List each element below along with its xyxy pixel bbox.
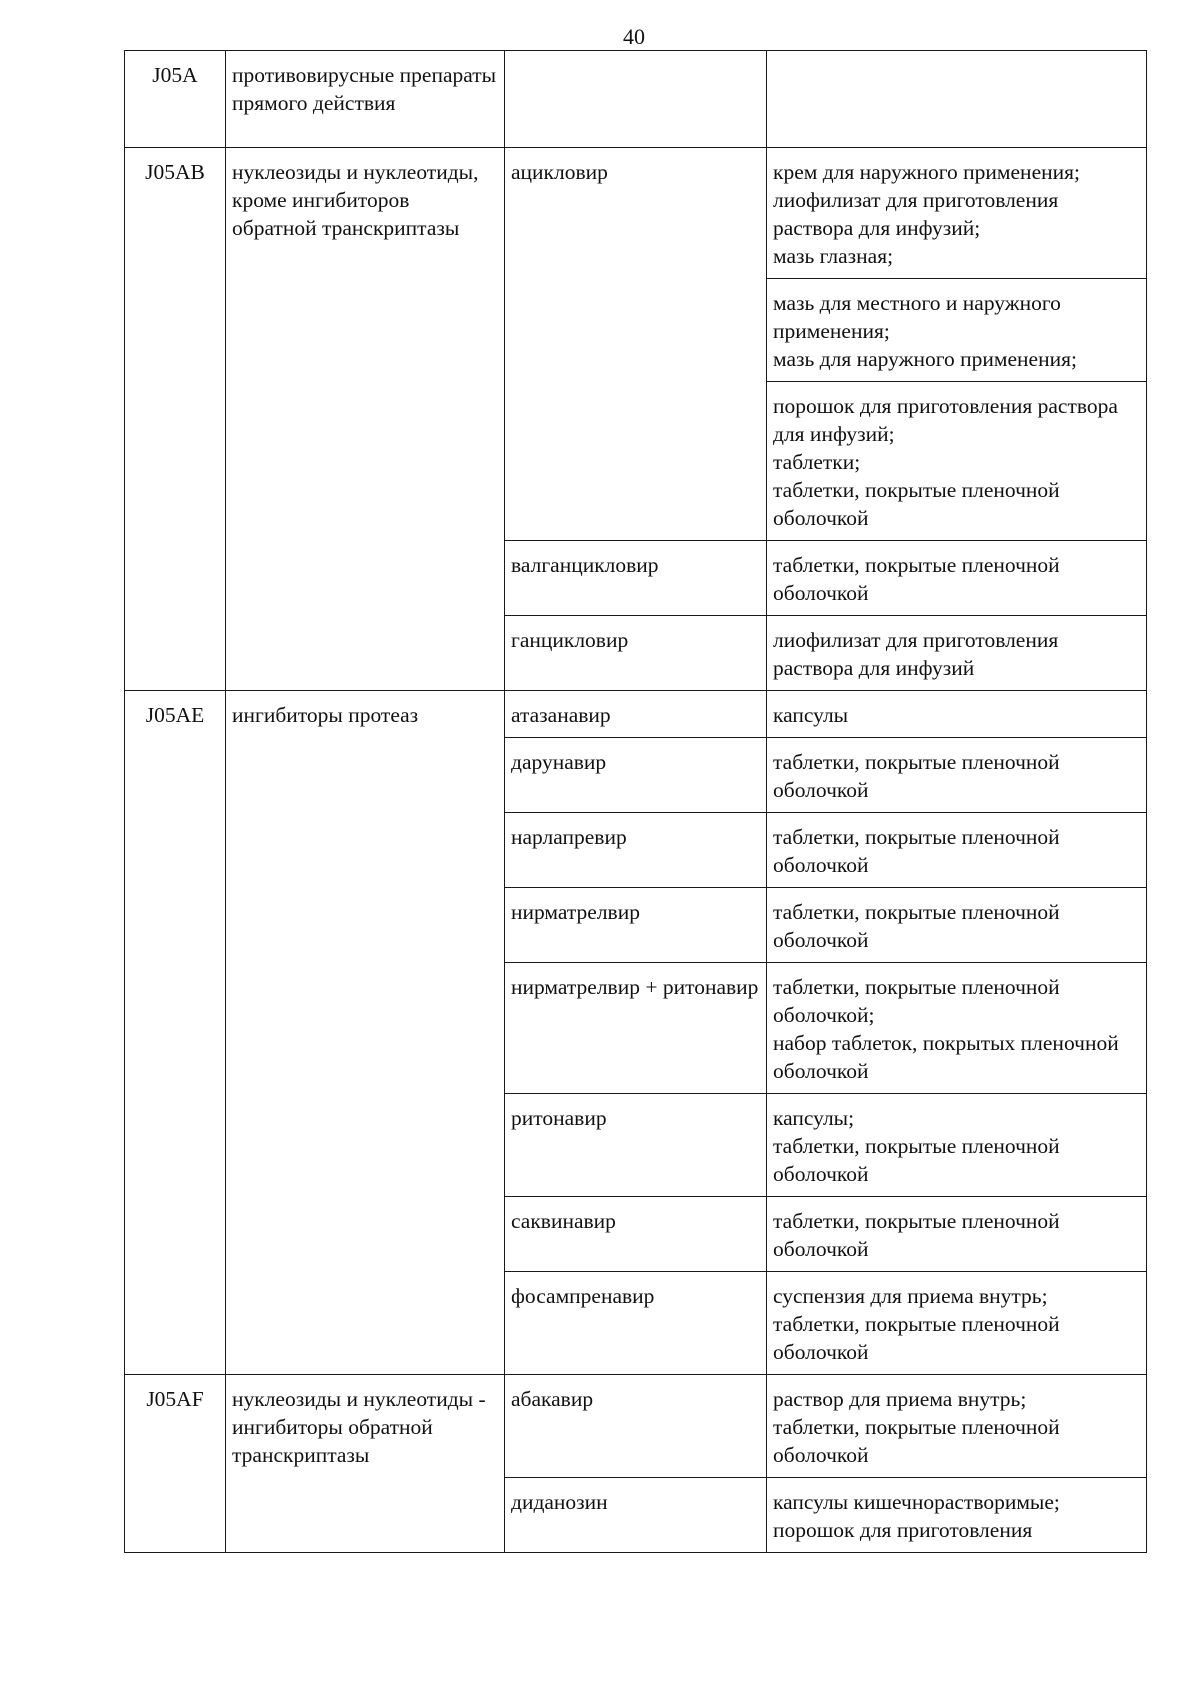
drug-name-cell (505, 51, 767, 148)
dosage-form-line: таблетки, покрытые пленочной оболочкой (773, 900, 1060, 952)
drug-table (124, 50, 1147, 1553)
dosage-form-line: таблетки, покрытые пленочной оболочкой (773, 825, 1060, 877)
dosage-form-line: суспензия для приема внутрь; (773, 1284, 1048, 1308)
dosage-form-line: капсулы (773, 703, 849, 727)
dosage-form-cell (767, 616, 1147, 691)
drug-name-cell: нирматрелвир + ритонавир (505, 963, 767, 1094)
dosage-form-line: капсулы; (773, 1106, 855, 1130)
table-row (125, 148, 1147, 279)
dosage-form-line: таблетки, покрытые пленочной оболочкой (773, 553, 1060, 605)
drug-name-cell: валганцикловир (505, 541, 767, 616)
group-name-cell: нуклеозиды и нуклеотиды, кроме ингибиторов обратной транскриптазы (226, 148, 505, 691)
table-row (125, 691, 1147, 738)
atc-code-cell: J05AF (125, 1375, 226, 1553)
dosage-form-line: таблетки, покрытые пленочной оболочкой (773, 1134, 1060, 1186)
drug-name-cell: ганцикловир (505, 616, 767, 691)
dosage-form-line: порошок для приготовления раствора для инфузий; (773, 394, 1118, 446)
dosage-form-cell (767, 963, 1147, 1094)
drug-name-cell: дарунавир (505, 738, 767, 813)
drug-name-cell: ацикловир (505, 148, 767, 541)
dosage-form-line: лиофилизат для приготовления раствора для инфузий; (773, 188, 1059, 240)
drug-name-cell: ритонавир (505, 1094, 767, 1197)
drug-name-cell: нирматрелвир (505, 888, 767, 963)
dosage-form-cell (767, 279, 1147, 382)
dosage-form-cell (767, 691, 1147, 738)
dosage-form-line: таблетки, покрытые пленочной оболочкой (773, 1312, 1060, 1364)
dosage-form-line: набор таблеток, покрытых пленочной оболочкой (773, 1031, 1119, 1083)
dosage-form-cell (767, 813, 1147, 888)
dosage-form-line: порошок для приготовления (773, 1518, 1033, 1542)
dosage-form-line: таблетки, покрытые пленочной оболочкой (773, 1209, 1060, 1261)
group-name-cell: противовирусные препараты прямого действия (226, 51, 505, 148)
group-name-cell: ингибиторы протеаз (226, 691, 505, 1375)
dosage-form-line: мазь для наружного применения; (773, 347, 1077, 371)
dosage-form-cell (767, 1197, 1147, 1272)
dosage-form-cell (767, 1272, 1147, 1375)
dosage-form-cell (767, 51, 1147, 148)
dosage-form-line: лиофилизат для приготовления раствора для инфузий (773, 628, 1059, 680)
dosage-form-cell (767, 1478, 1147, 1553)
drug-table-body (125, 51, 1147, 1553)
atc-code-cell: J05AE (125, 691, 226, 1375)
group-name-cell: нуклеозиды и нуклеотиды - ингибиторы обратной транскриптазы (226, 1375, 505, 1553)
dosage-form-line: крем для наружного применения; (773, 160, 1080, 184)
dosage-form-line: таблетки, покрытые пленочной оболочкой; (773, 975, 1060, 1027)
table-row (125, 51, 1147, 148)
dosage-form-line: таблетки, покрытые пленочной оболочкой (773, 750, 1060, 802)
dosage-form-cell (767, 1094, 1147, 1197)
dosage-form-cell (767, 738, 1147, 813)
drug-name-cell: фосампренавир (505, 1272, 767, 1375)
atc-code-cell: J05AB (125, 148, 226, 691)
drug-name-cell: саквинавир (505, 1197, 767, 1272)
dosage-form-line: таблетки, покрытые пленочной оболочкой (773, 478, 1060, 530)
dosage-form-cell (767, 148, 1147, 279)
dosage-form-cell (767, 888, 1147, 963)
drug-table-container (124, 50, 1146, 1553)
dosage-form-line: мазь для местного и наружного применения; (773, 291, 1061, 343)
drug-name-cell: атазанавир (505, 691, 767, 738)
dosage-form-line: капсулы кишечнорастворимые; (773, 1490, 1060, 1514)
dosage-form-cell (767, 1375, 1147, 1478)
dosage-form-cell (767, 382, 1147, 541)
dosage-form-line: мазь глазная; (773, 244, 894, 268)
dosage-form-cell (767, 541, 1147, 616)
page-number: 40 (623, 24, 645, 49)
table-row (125, 1375, 1147, 1478)
drug-name-cell: диданозин (505, 1478, 767, 1553)
atc-code-cell: J05A (125, 51, 226, 148)
dosage-form-line: таблетки; (773, 450, 861, 474)
drug-name-cell: нарлапревир (505, 813, 767, 888)
dosage-form-line: раствор для приема внутрь; (773, 1387, 1027, 1411)
dosage-form-line: таблетки, покрытые пленочной оболочкой (773, 1415, 1060, 1467)
drug-name-cell: абакавир (505, 1375, 767, 1478)
